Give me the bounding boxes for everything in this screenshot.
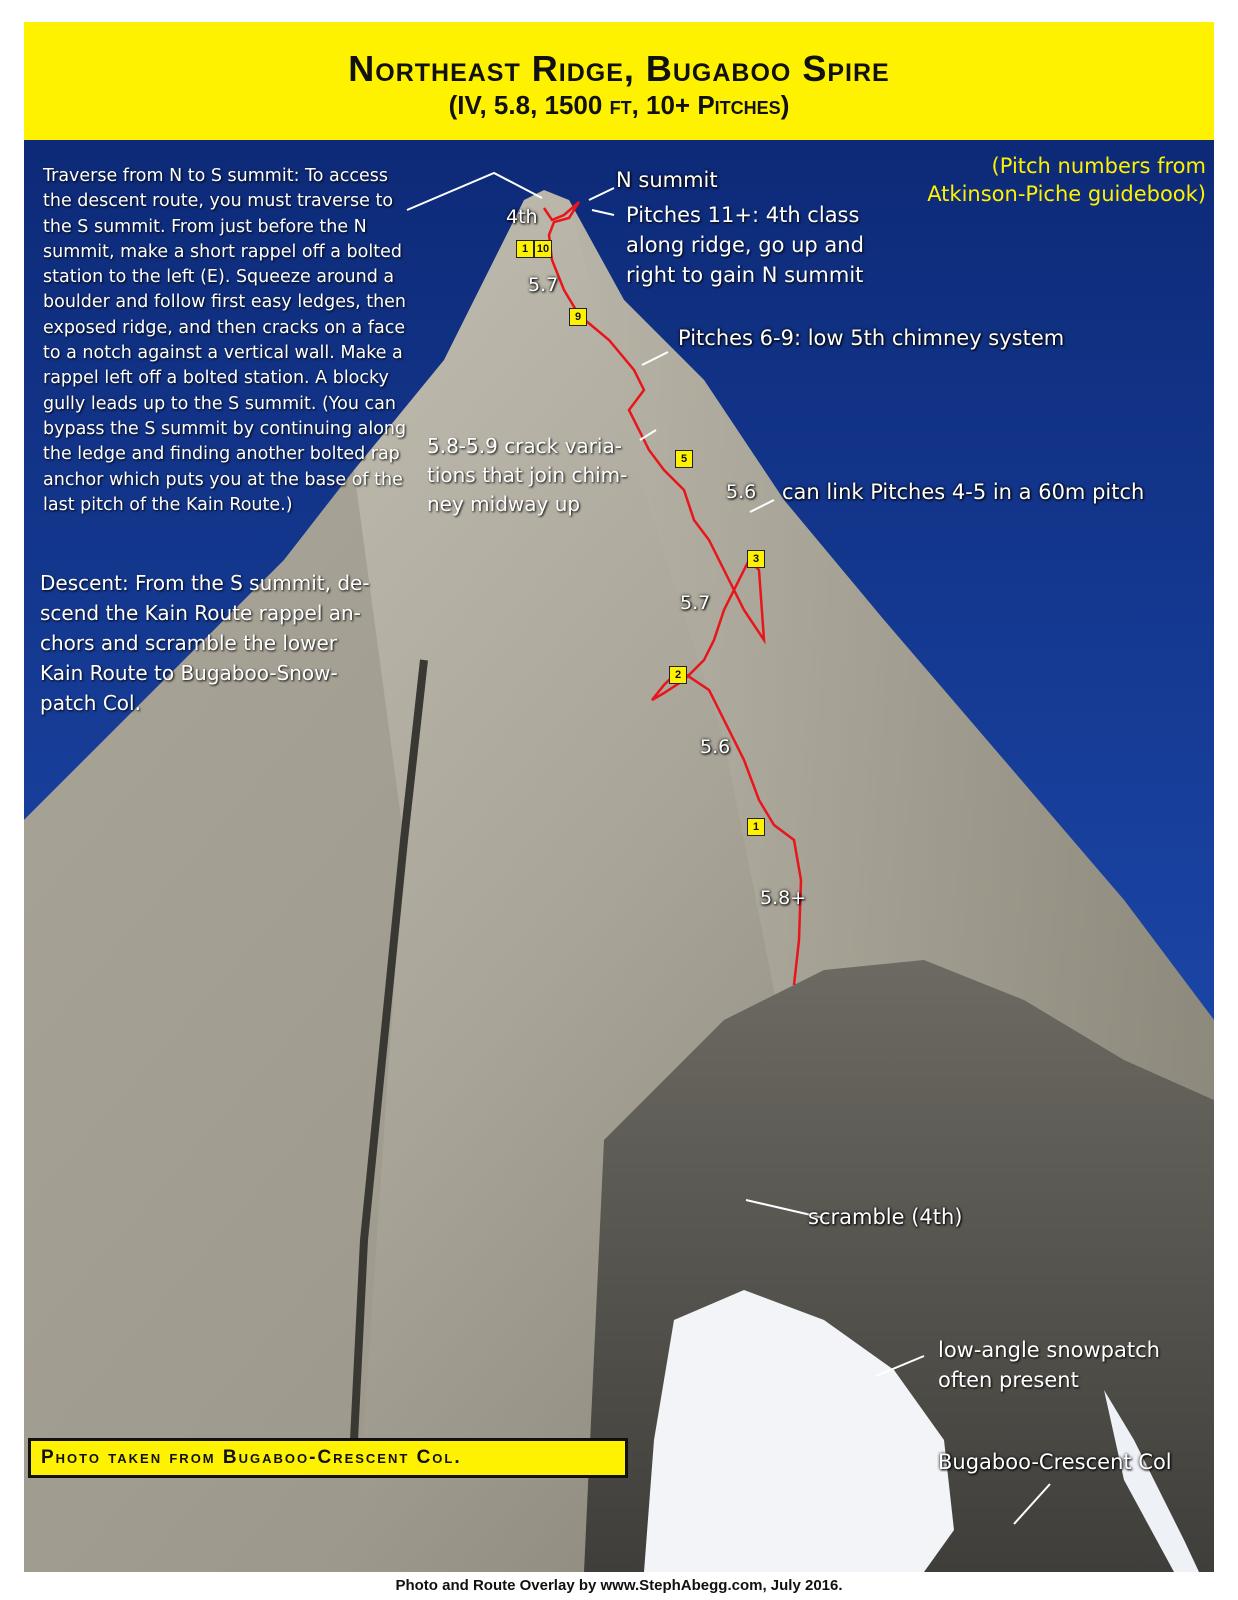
route-summary: (IV, 5.8, 1500 ft, 10+ Pitches) xyxy=(448,90,790,120)
grade-label: 5.8+ xyxy=(760,887,807,909)
label-4th: 4th xyxy=(506,206,538,228)
label-link-4-5: can link Pitches 4-5 in a 60m pitch xyxy=(782,480,1145,504)
pitch-marker: 2 xyxy=(669,666,687,684)
label-crack-variations: 5.8-5.9 crack varia- tions that join chim- ney midway up xyxy=(427,434,628,516)
label-pitches-6-9: Pitches 6-9: low 5th chimney system xyxy=(678,326,1065,350)
grade-label: 5.6 xyxy=(726,481,757,503)
label-n-summit: N summit xyxy=(616,168,718,192)
traverse-note: Traverse from N to S summit: To access the descent route, you must traverse to the S summit. From just before the N summit, make a short rappel off a bolted station to the left (E). Squeeze around a boulder and follow first easy ledges, then exposed ridge, and then cracks on a face to a notch against a vertical wall. Make a rappel left off a bolted station. A blocky gully leads up to the S summit. (You can bypass the S summit by continuing along the ledge and finding another bolted rap anchor which puts you at the base of the last pitch of the Kain Route.) xyxy=(43,166,407,515)
label-col: Bugaboo-Crescent Col xyxy=(938,1450,1172,1474)
pitch-marker: 1 xyxy=(516,240,534,258)
pitch-marker: 3 xyxy=(747,550,765,568)
photo-location-note: Photo taken from Bugaboo-Crescent Col. xyxy=(28,1438,628,1478)
grade-label: 5.6 xyxy=(700,736,731,758)
page-title: Northeast Ridge, Bugaboo Spire xyxy=(348,48,890,89)
pitch-marker: 10 xyxy=(534,240,552,258)
label-pitches-11: Pitches 11+: 4th class along ridge, go up and right to gain N summit xyxy=(626,203,864,287)
pitch-marker: 9 xyxy=(569,308,587,326)
photo-credit: Photo and Route Overlay by www.StephAbegg.com, July 2016. xyxy=(395,1577,843,1594)
grade-label: 5.7 xyxy=(528,274,559,296)
pitch-marker: 5 xyxy=(675,450,693,468)
title-banner xyxy=(24,22,1214,140)
label-scramble: scramble (4th) xyxy=(808,1205,963,1229)
pitch-marker: 1 xyxy=(747,818,765,836)
grade-label: 5.7 xyxy=(680,592,711,614)
label-snowpatch: low-angle snowpatch often present xyxy=(938,1338,1160,1392)
pitch-source-note: (Pitch numbers from Atkinson-Piche guidebook) xyxy=(927,154,1206,206)
descent-note: Descent: From the S summit, de- scend the Kain Route rappel an- chors and scramble the lower Kain Route to Bugaboo-Snow- patch Col. xyxy=(40,571,370,715)
route-photo xyxy=(24,140,1214,1572)
